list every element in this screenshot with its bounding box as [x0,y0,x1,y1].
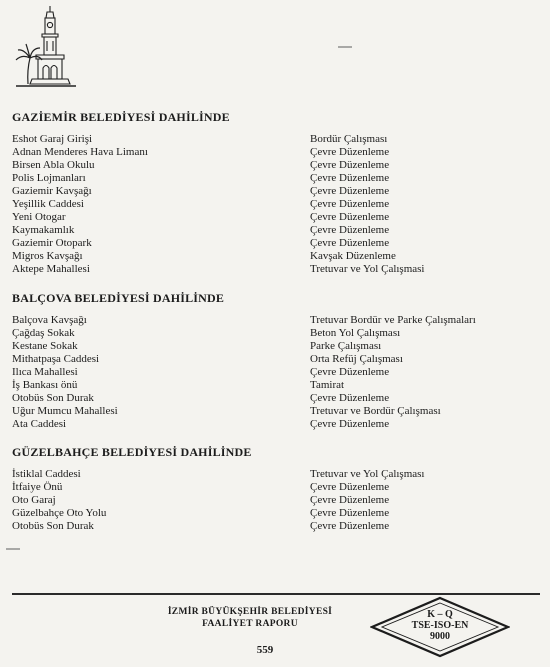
section-guzelbahce [12,445,532,533]
location-name: İş Bankası önü [12,379,78,391]
location-name: İtfaiye Önü [12,481,63,493]
location-name: Güzelbahçe Oto Yolu [12,507,107,519]
cert-line-3: 9000 [430,631,450,642]
location-name: Kestane Sokak [12,340,78,352]
location-name: Birsen Abla Okulu [12,159,95,171]
work-description: Çevre Düzenleme [310,146,390,158]
section-gaziemir [12,110,532,276]
list-item [12,146,532,159]
list-item [12,507,532,520]
list-item [12,133,532,146]
location-name: Balçova Kavşağı [12,314,87,326]
work-description: Tretuvar ve Yol Çalışması [310,468,425,480]
work-description: Çevre Düzenleme [310,392,390,404]
list-item [12,263,532,276]
location-name: Polis Lojmanları [12,172,86,184]
list-item [12,327,532,340]
work-description: Tretuvar ve Yol Çalışmasi [310,263,425,275]
list-item [12,211,532,224]
list-item [12,237,532,250]
work-description: Çevre Düzenleme [310,494,390,506]
work-description: Çevre Düzenleme [310,211,390,223]
work-description: Çevre Düzenleme [310,159,390,171]
location-name: Gaziemir Kavşağı [12,185,92,197]
location-name: Mithatpaşa Caddesi [12,353,100,365]
footer-org [150,606,350,630]
footer-rule [12,593,540,595]
section-balcova [12,291,532,431]
work-description: Çevre Düzenleme [310,224,390,236]
work-description: Çevre Düzenleme [310,418,390,430]
list-item [12,392,532,405]
work-description: Tretuvar ve Bordür Çalışması [310,405,441,417]
list-item [12,198,532,211]
location-name: Otobüs Son Durak [12,520,94,532]
section-heading: GAZİEMİR BELEDİYESİ DAHİLİNDE [12,110,230,124]
list-item [12,481,532,494]
list-item [12,418,532,431]
list-item [12,468,532,481]
work-description: Kavşak Düzenleme [310,250,396,262]
footer-org-name: İZMİR BÜYÜKŞEHİR BELEDİYESİ [167,607,333,617]
list-item [12,405,532,418]
location-name: Yeni Otogar [12,211,66,223]
list-item [12,172,532,185]
clock-tower-icon [14,4,78,90]
work-description: Bordür Çalışması [310,133,388,145]
list-item [12,520,532,533]
list-item [12,379,532,392]
work-description: Çevre Düzenleme [310,507,390,519]
list-item [12,250,532,263]
list-item [12,366,532,379]
work-description: Çevre Düzenleme [310,520,390,532]
list-item [12,353,532,366]
location-name: Adnan Menderes Hava Limanı [12,146,148,158]
location-name: Çağdaş Sokak [12,327,75,339]
work-description: Çevre Düzenleme [310,198,390,210]
location-name: Eshot Garaj Girişi [12,133,93,145]
work-description: Orta Refüj Çalışması [310,353,403,365]
location-name: Uğur Mumcu Mahallesi [12,405,118,417]
page-number: 559 [256,644,274,656]
list-item [12,340,532,353]
location-name: İstiklal Caddesi [12,468,81,480]
list-item [12,494,532,507]
location-name: Ata Caddesi [12,418,67,430]
list-item [12,159,532,172]
location-name: Oto Garaj [12,494,56,506]
work-description: Tamirat [310,379,345,391]
certification-label [370,609,510,642]
footer-report-name: FAALİYET RAPORU [202,619,298,629]
list-item [12,224,532,237]
work-description: Çevre Düzenleme [310,185,390,197]
section-heading: GÜZELBAHÇE BELEDİYESİ DAHİLİNDE [12,445,252,459]
work-description: Çevre Düzenleme [310,366,390,378]
scan-mark [338,46,352,48]
work-description: Parke Çalışması [310,340,382,352]
location-name: Yeşillik Caddesi [12,198,84,210]
location-name: Otobüs Son Durak [12,392,94,404]
work-description: Tretuvar Bordür ve Parke Çalışmaları [310,314,476,326]
location-name: Aktepe Mahallesi [12,263,90,275]
work-description: Çevre Düzenleme [310,237,390,249]
location-name: Kaymakamlık [12,224,75,236]
cert-line-1: K – Q [427,609,453,620]
work-description: Çevre Düzenleme [310,481,390,493]
list-item [12,314,532,327]
list-item [12,185,532,198]
section-heading: BALÇOVA BELEDİYESİ DAHİLİNDE [12,291,225,305]
work-description: Beton Yol Çalışması [310,327,401,339]
scan-mark [6,548,20,550]
location-name: Gaziemir Otopark [12,237,92,249]
location-name: Ilıca Mahallesi [12,366,78,378]
work-description: Çevre Düzenleme [310,172,390,184]
cert-line-2: TSE-ISO-EN [411,620,469,631]
location-name: Migros Kavşağı [12,250,83,262]
